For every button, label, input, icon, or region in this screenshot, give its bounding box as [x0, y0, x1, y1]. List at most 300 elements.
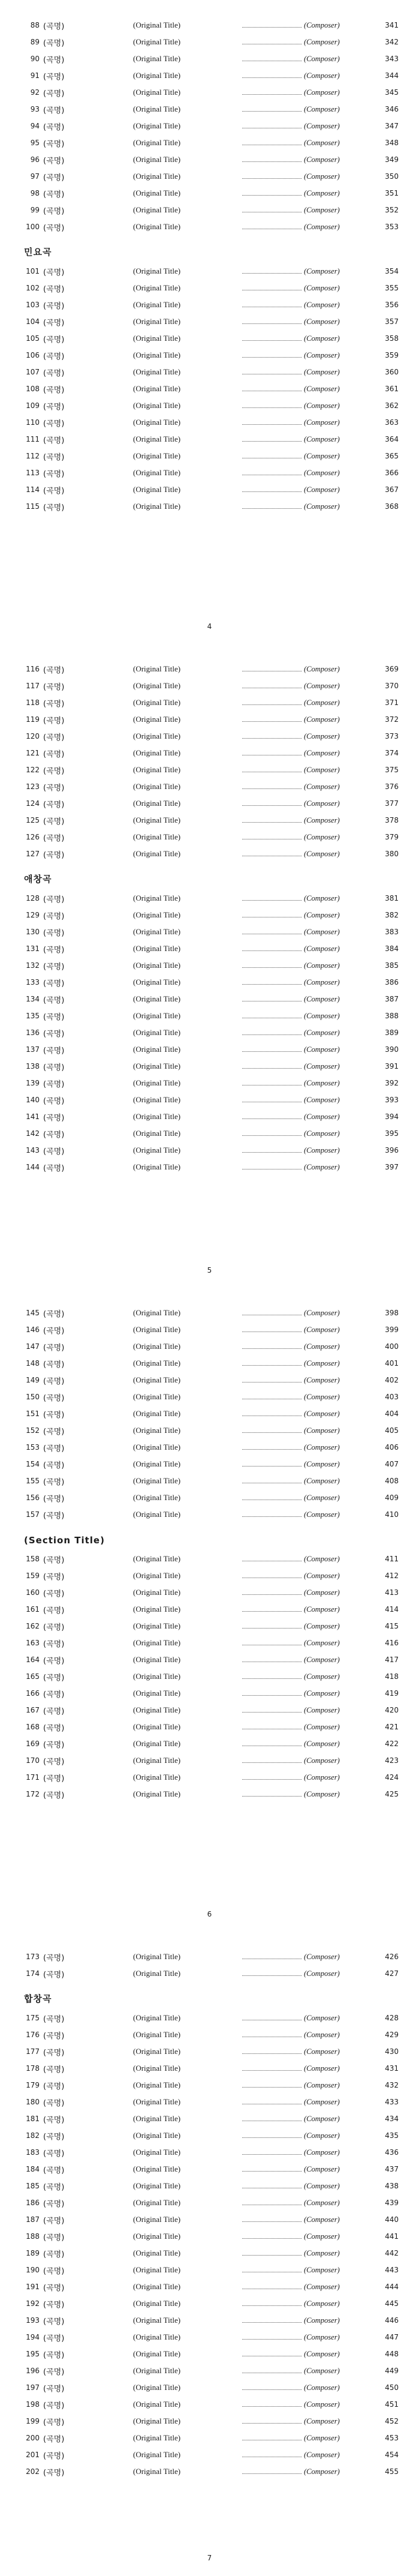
toc-row[interactable]	[16, 694, 399, 711]
original-title: (Original Title)	[133, 994, 181, 1003]
korean-title: (곡명)	[43, 1757, 65, 1767]
toc-row[interactable]	[16, 1668, 399, 1685]
toc-row[interactable]	[16, 1685, 399, 1702]
korean-title: (곡명)	[43, 2250, 65, 2259]
toc-row[interactable]	[16, 17, 399, 34]
toc-row[interactable]	[16, 1735, 399, 1752]
toc-row[interactable]	[16, 2329, 399, 2346]
toc-row[interactable]	[16, 1439, 399, 1456]
index-page-1	[0, 0, 419, 644]
korean-title: (곡명)	[43, 352, 65, 361]
original-title: (Original Title)	[133, 1773, 181, 1782]
toc-row[interactable]	[16, 1338, 399, 1355]
dot-leader	[242, 1695, 302, 1696]
toc-row[interactable]	[16, 1389, 399, 1405]
page-ref: 433	[385, 2098, 399, 2106]
entry-number: 111	[26, 435, 40, 443]
toc-row[interactable]	[16, 1618, 399, 1635]
composer-name: (Composer)	[304, 715, 340, 724]
toc-row[interactable]	[16, 67, 399, 84]
original-title: (Original Title)	[133, 2013, 181, 2022]
entry-number: 151	[26, 1410, 40, 1418]
section-title: 합창곡	[24, 1993, 52, 2004]
toc-row[interactable]	[16, 829, 399, 845]
toc-row[interactable]	[16, 2245, 399, 2262]
entry-number: 109	[26, 401, 40, 410]
original-title: (Original Title)	[133, 2064, 181, 2073]
toc-row[interactable]	[16, 397, 399, 414]
page-ref: 448	[385, 2350, 399, 2358]
dot-leader	[242, 195, 302, 196]
entry-number: 112	[26, 452, 40, 460]
toc-row[interactable]	[16, 118, 399, 134]
toc-row[interactable]	[16, 1584, 399, 1601]
toc-row[interactable]	[16, 313, 399, 330]
page-ref: 342	[385, 38, 399, 46]
toc-row[interactable]	[16, 940, 399, 957]
toc-row[interactable]	[16, 1075, 399, 1091]
korean-title: (곡명)	[43, 1079, 65, 1089]
toc-row[interactable]	[16, 1355, 399, 1372]
composer-name: (Composer)	[304, 782, 340, 791]
original-title: (Original Title)	[133, 485, 181, 494]
korean-title: (곡명)	[43, 1461, 65, 1470]
composer-name: (Composer)	[304, 977, 340, 986]
toc-row[interactable]	[16, 1567, 399, 1584]
toc-row[interactable]	[16, 2396, 399, 2413]
korean-title: (곡명)	[43, 911, 65, 921]
toc-row[interactable]	[16, 845, 399, 862]
entry-number: 202	[26, 2467, 40, 2476]
page-ref: 379	[385, 833, 399, 841]
korean-title: (곡명)	[43, 38, 65, 48]
original-title: (Original Title)	[133, 1342, 181, 1351]
page-ref: 363	[385, 418, 399, 427]
composer-name: (Composer)	[304, 485, 340, 494]
composer-name: (Composer)	[304, 927, 340, 936]
page-ref: 392	[385, 1079, 399, 1087]
korean-title: (곡명)	[43, 995, 65, 1005]
toc-row[interactable]	[16, 1108, 399, 1125]
toc-row[interactable]	[16, 890, 399, 907]
toc-row[interactable]	[16, 330, 399, 347]
toc-row[interactable]	[16, 1965, 399, 1982]
composer-name: (Composer)	[304, 748, 340, 757]
korean-title: (곡명)	[43, 2451, 65, 2461]
toc-row[interactable]	[16, 263, 399, 280]
korean-title: (곡명)	[43, 173, 65, 182]
toc-row[interactable]	[16, 481, 399, 498]
toc-row[interactable]	[16, 1305, 399, 1321]
page-ref: 375	[385, 766, 399, 774]
composer-name: (Composer)	[304, 1308, 340, 1317]
toc-row[interactable]	[16, 2228, 399, 2245]
original-title: (Original Title)	[133, 71, 181, 80]
korean-title: (곡명)	[43, 2216, 65, 2226]
original-title: (Original Title)	[133, 205, 181, 214]
korean-title: (곡명)	[43, 783, 65, 793]
toc-row[interactable]	[16, 2295, 399, 2312]
entry-number: 125	[26, 816, 40, 824]
original-title: (Original Title)	[133, 2181, 181, 2190]
toc-row[interactable]	[16, 431, 399, 448]
page-ref: 384	[385, 944, 399, 953]
toc-row[interactable]	[16, 1506, 399, 1523]
original-title: (Original Title)	[133, 283, 181, 292]
entry-number: 129	[26, 911, 40, 919]
page-ref: 376	[385, 782, 399, 791]
original-title: (Original Title)	[133, 188, 181, 197]
index-page-3	[0, 1288, 419, 1932]
toc-row[interactable]	[16, 1456, 399, 1473]
original-title: (Original Title)	[133, 1705, 181, 1714]
toc-row[interactable]	[16, 2178, 399, 2194]
korean-title: (곡명)	[43, 1953, 65, 1963]
page-ref: 419	[385, 1689, 399, 1698]
composer-name: (Composer)	[304, 2013, 340, 2022]
korean-title: (곡명)	[43, 1791, 65, 1800]
toc-row[interactable]	[16, 218, 399, 235]
toc-row[interactable]	[16, 202, 399, 218]
toc-row[interactable]	[16, 2161, 399, 2178]
dot-leader	[242, 1382, 302, 1383]
toc-row[interactable]	[16, 1635, 399, 1651]
composer-name: (Composer)	[304, 20, 340, 29]
composer-name: (Composer)	[304, 283, 340, 292]
korean-title: (곡명)	[43, 895, 65, 904]
toc-row[interactable]	[16, 1601, 399, 1618]
entry-number: 161	[26, 1605, 40, 1614]
original-title: (Original Title)	[133, 1510, 181, 1519]
page-ref: 441	[385, 2232, 399, 2241]
original-title: (Original Title)	[133, 1028, 181, 1037]
korean-title: (곡명)	[43, 2334, 65, 2343]
composer-name: (Composer)	[304, 2232, 340, 2241]
toc-row[interactable]	[16, 2362, 399, 2379]
page-number: 4	[207, 622, 212, 631]
page-ref: 380	[385, 850, 399, 858]
korean-title: (곡명)	[43, 318, 65, 328]
dot-leader	[242, 508, 302, 509]
section-title: 애창곡	[24, 874, 52, 884]
toc-row[interactable]	[16, 1422, 399, 1439]
page-ref: 389	[385, 1028, 399, 1037]
composer-name: (Composer)	[304, 849, 340, 858]
toc-row[interactable]	[16, 2060, 399, 2077]
entry-number: 118	[26, 698, 40, 707]
toc-row[interactable]	[16, 1702, 399, 1719]
dot-leader	[242, 1432, 302, 1433]
toc-row[interactable]	[16, 2379, 399, 2396]
toc-row[interactable]	[16, 2446, 399, 2463]
page-ref: 351	[385, 189, 399, 197]
toc-row[interactable]	[16, 185, 399, 202]
toc-row[interactable]	[16, 2262, 399, 2278]
toc-row[interactable]	[16, 677, 399, 694]
korean-title: (곡명)	[43, 1343, 65, 1353]
composer-name: (Composer)	[304, 2332, 340, 2341]
toc-row[interactable]	[16, 1321, 399, 1338]
toc-row[interactable]	[16, 498, 399, 515]
entry-number: 201	[26, 2451, 40, 2459]
composer-name: (Composer)	[304, 1359, 340, 1368]
composer-name: (Composer)	[304, 2400, 340, 2409]
entry-number: 114	[26, 485, 40, 494]
toc-row[interactable]	[16, 1786, 399, 1803]
page-ref: 378	[385, 816, 399, 824]
toc-row[interactable]	[16, 907, 399, 923]
toc-row[interactable]	[16, 1719, 399, 1735]
toc-row[interactable]	[16, 84, 399, 101]
original-title: (Original Title)	[133, 88, 181, 97]
korean-title: (곡명)	[43, 962, 65, 971]
page-ref: 455	[385, 2467, 399, 2476]
korean-title: (곡명)	[43, 1096, 65, 1106]
entry-number: 193	[26, 2316, 40, 2325]
entry-number: 167	[26, 1706, 40, 1714]
entry-number: 175	[26, 2014, 40, 2022]
toc-row[interactable]	[16, 464, 399, 481]
toc-row[interactable]	[16, 2312, 399, 2329]
toc-row[interactable]	[16, 957, 399, 974]
entry-number: 103	[26, 301, 40, 309]
page-ref: 404	[385, 1410, 399, 1418]
dot-leader	[242, 340, 302, 341]
original-title: (Original Title)	[133, 1722, 181, 1731]
toc-row[interactable]	[16, 1752, 399, 1769]
toc-row[interactable]	[16, 2043, 399, 2060]
original-title: (Original Title)	[133, 782, 181, 791]
toc-row[interactable]	[16, 991, 399, 1007]
toc-row[interactable]	[16, 448, 399, 464]
toc-row[interactable]	[16, 2194, 399, 2211]
toc-row[interactable]	[16, 1159, 399, 1175]
toc-row[interactable]	[16, 1007, 399, 1024]
dot-leader	[242, 1762, 302, 1763]
korean-title: (곡명)	[43, 2098, 65, 2108]
toc-row[interactable]	[16, 761, 399, 778]
original-title: (Original Title)	[133, 1426, 181, 1435]
original-title: (Original Title)	[133, 2282, 181, 2291]
toc-row[interactable]	[16, 347, 399, 364]
composer-name: (Composer)	[304, 1476, 340, 1485]
composer-name: (Composer)	[304, 2366, 340, 2375]
entry-number: 130	[26, 928, 40, 936]
korean-title: (곡명)	[43, 1723, 65, 1733]
toc-row[interactable]	[16, 1405, 399, 1422]
toc-row[interactable]	[16, 151, 399, 168]
page-ref: 447	[385, 2333, 399, 2341]
page-ref: 405	[385, 1426, 399, 1435]
toc-row[interactable]	[16, 974, 399, 991]
composer-name: (Composer)	[304, 1061, 340, 1070]
toc-row[interactable]	[16, 2010, 399, 2026]
page-ref: 372	[385, 715, 399, 724]
original-title: (Original Title)	[133, 715, 181, 724]
toc-row[interactable]	[16, 296, 399, 313]
dot-leader	[242, 2070, 302, 2071]
original-title: (Original Title)	[133, 765, 181, 774]
toc-row[interactable]	[16, 923, 399, 940]
composer-name: (Composer)	[304, 1655, 340, 1664]
original-title: (Original Title)	[133, 1493, 181, 1502]
toc-row[interactable]	[16, 134, 399, 151]
toc-row[interactable]	[16, 1024, 399, 1041]
korean-title: (곡명)	[43, 1309, 65, 1319]
toc-row[interactable]	[16, 1551, 399, 1567]
toc-row[interactable]	[16, 2094, 399, 2110]
composer-name: (Composer)	[304, 994, 340, 1003]
korean-title: (곡명)	[43, 2283, 65, 2293]
toc-row[interactable]	[16, 745, 399, 761]
page-ref: 343	[385, 55, 399, 63]
toc-row[interactable]	[16, 2144, 399, 2161]
korean-title: (곡명)	[43, 817, 65, 826]
toc-row[interactable]	[16, 1372, 399, 1389]
toc-row[interactable]	[16, 1769, 399, 1786]
composer-name: (Composer)	[304, 172, 340, 181]
original-title: (Original Title)	[133, 2416, 181, 2425]
original-title: (Original Title)	[133, 849, 181, 858]
composer-name: (Composer)	[304, 138, 340, 147]
toc-row[interactable]	[16, 2077, 399, 2094]
korean-title: (곡명)	[43, 284, 65, 294]
korean-title: (곡명)	[43, 190, 65, 199]
korean-title: (곡명)	[43, 2434, 65, 2444]
original-title: (Original Title)	[133, 927, 181, 936]
composer-name: (Composer)	[304, 1773, 340, 1782]
page-ref: 393	[385, 1096, 399, 1104]
dot-leader	[242, 424, 302, 425]
korean-title: (곡명)	[43, 733, 65, 742]
toc-row[interactable]	[16, 101, 399, 118]
page-ref: 422	[385, 1740, 399, 1748]
korean-title: (곡명)	[43, 503, 65, 512]
page-ref: 399	[385, 1326, 399, 1334]
toc-row[interactable]	[16, 1142, 399, 1159]
composer-name: (Composer)	[304, 2215, 340, 2224]
entry-number: 195	[26, 2350, 40, 2358]
composer-name: (Composer)	[304, 2131, 340, 2140]
korean-title: (곡명)	[43, 2233, 65, 2242]
korean-title: (곡명)	[43, 1673, 65, 1683]
page-ref: 350	[385, 172, 399, 181]
entry-number: 150	[26, 1393, 40, 1401]
page-ref: 352	[385, 206, 399, 214]
toc-row[interactable]	[16, 1473, 399, 1489]
toc-row[interactable]	[16, 2211, 399, 2228]
page-ref: 432	[385, 2081, 399, 2089]
korean-title: (곡명)	[43, 402, 65, 412]
toc-row[interactable]	[16, 280, 399, 296]
page-ref: 381	[385, 894, 399, 902]
korean-title: (곡명)	[43, 268, 65, 277]
korean-title: (곡명)	[43, 1410, 65, 1420]
korean-title: (곡명)	[43, 72, 65, 82]
composer-name: (Composer)	[304, 384, 340, 393]
entry-number: 165	[26, 1672, 40, 1681]
toc-row[interactable]	[16, 795, 399, 812]
toc-row[interactable]	[16, 2278, 399, 2295]
page-ref: 356	[385, 301, 399, 309]
page-ref: 407	[385, 1460, 399, 1468]
toc-row[interactable]	[16, 661, 399, 677]
composer-name: (Composer)	[304, 1078, 340, 1087]
composer-name: (Composer)	[304, 2064, 340, 2073]
composer-name: (Composer)	[304, 1459, 340, 1468]
toc-row[interactable]	[16, 364, 399, 380]
korean-title: (곡명)	[43, 106, 65, 115]
page-ref: 374	[385, 749, 399, 757]
toc-row[interactable]	[16, 778, 399, 795]
page-ref: 440	[385, 2215, 399, 2224]
original-title: (Original Title)	[133, 1308, 181, 1317]
toc-row[interactable]	[16, 1489, 399, 1506]
entry-number: 176	[26, 2031, 40, 2039]
toc-row[interactable]	[16, 2110, 399, 2127]
original-title: (Original Title)	[133, 2467, 181, 2476]
korean-title: (곡명)	[43, 2418, 65, 2427]
toc-row[interactable]	[16, 2346, 399, 2362]
toc-row[interactable]	[16, 414, 399, 431]
entry-number: 149	[26, 1376, 40, 1384]
page-ref: 425	[385, 1790, 399, 1798]
dot-leader	[242, 1034, 302, 1035]
original-title: (Original Title)	[133, 401, 181, 410]
toc-row[interactable]	[16, 728, 399, 745]
page-ref: 418	[385, 1672, 399, 1681]
toc-row[interactable]	[16, 2026, 399, 2043]
page-ref: 400	[385, 1342, 399, 1351]
page-ref: 391	[385, 1062, 399, 1070]
composer-name: (Composer)	[304, 468, 340, 477]
toc-row[interactable]	[16, 34, 399, 50]
toc-row[interactable]	[16, 1041, 399, 1058]
toc-row[interactable]	[16, 168, 399, 185]
toc-row[interactable]	[16, 380, 399, 397]
composer-name: (Composer)	[304, 1028, 340, 1037]
toc-row[interactable]	[16, 50, 399, 67]
original-title: (Original Title)	[133, 1011, 181, 1020]
toc-row[interactable]	[16, 2127, 399, 2144]
toc-row[interactable]	[16, 2413, 399, 2430]
korean-title: (곡명)	[43, 1690, 65, 1699]
entry-number: 115	[26, 502, 40, 511]
entry-number: 113	[26, 469, 40, 477]
original-title: (Original Title)	[133, 1045, 181, 1054]
toc-row[interactable]	[16, 711, 399, 728]
toc-row[interactable]	[16, 2430, 399, 2446]
toc-row[interactable]	[16, 1058, 399, 1075]
page-ref: 443	[385, 2266, 399, 2274]
toc-row[interactable]	[16, 1948, 399, 1965]
toc-row[interactable]	[16, 1651, 399, 1668]
dot-leader	[242, 2171, 302, 2172]
page-ref: 371	[385, 698, 399, 707]
toc-row[interactable]	[16, 812, 399, 829]
toc-row[interactable]	[16, 1091, 399, 1108]
dot-leader	[242, 357, 302, 358]
page-ref: 438	[385, 2182, 399, 2190]
page-ref: 346	[385, 105, 399, 113]
toc-row[interactable]	[16, 1125, 399, 1142]
toc-row[interactable]	[16, 2463, 399, 2480]
composer-name: (Composer)	[304, 367, 340, 376]
page-ref: 397	[385, 1163, 399, 1171]
korean-title: (곡명)	[43, 2384, 65, 2394]
page-ref: 373	[385, 732, 399, 740]
page-ref: 420	[385, 1706, 399, 1714]
